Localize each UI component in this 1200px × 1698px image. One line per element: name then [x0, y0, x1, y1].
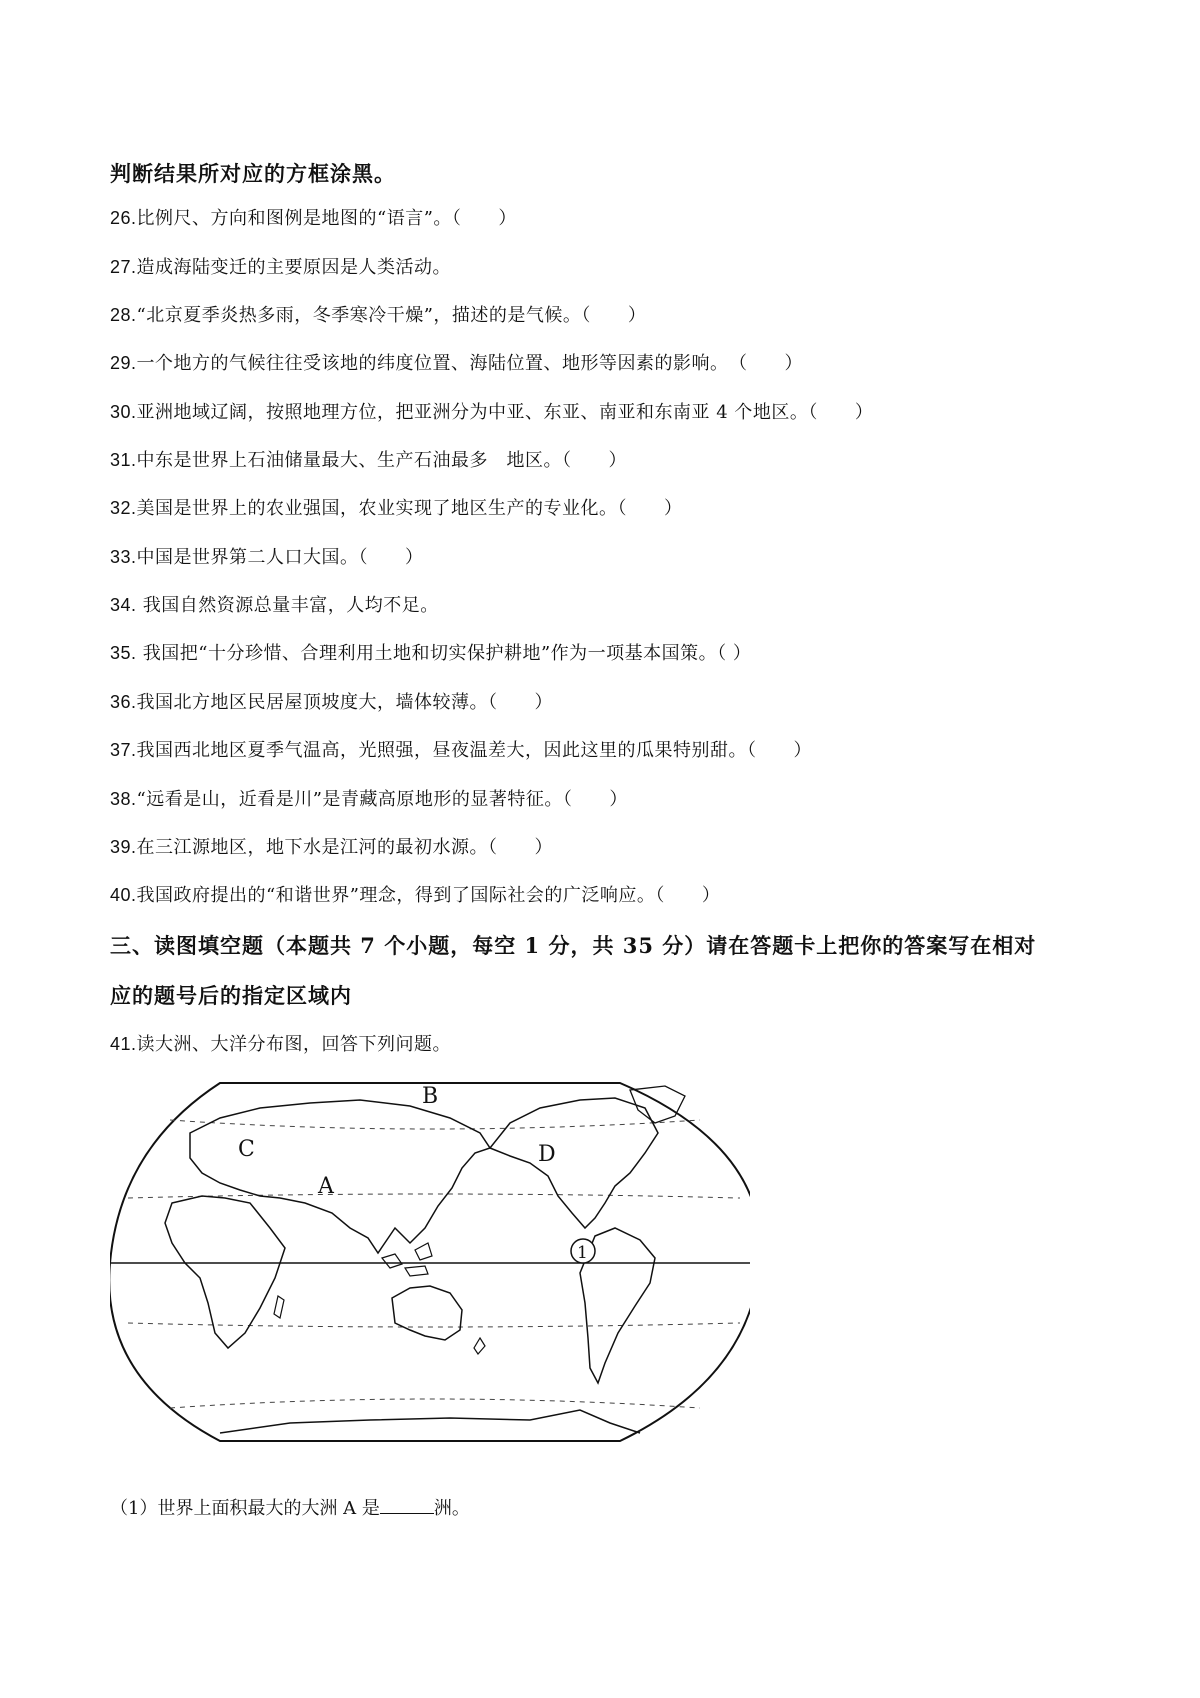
new-zealand-outline	[474, 1338, 485, 1354]
answer-blank	[380, 1497, 434, 1514]
map-marker-1: 1	[577, 1243, 588, 1263]
question-39: 39.在三江源地区，地下水是江河的最初水源。（ ）	[110, 837, 554, 858]
question-40: 40.我国政府提出的“和谐世界”理念，得到了国际社会的广泛响应。（ ）	[110, 885, 721, 906]
eurasia-outline	[190, 1100, 490, 1253]
question-29: 29.一个地方的气候往往受该地的纬度位置、海陆位置、地形等因素的影响。 （ ）	[110, 353, 804, 374]
question-36: 36.我国北方地区民居屋顶坡度大，墙体较薄。（ ）	[110, 692, 554, 713]
instruction-line: 判断结果所对应的方框涂黑。	[110, 161, 396, 186]
australia-outline	[392, 1286, 462, 1340]
question-34: 34. 我国自然资源总量丰富，人均不足。	[110, 595, 439, 616]
question-27: 27.造成海陆变迁的主要原因是人类活动。	[110, 257, 452, 278]
section-3-heading-line2: 应的题号后的指定区域内	[110, 983, 352, 1008]
map-label-a: A	[318, 1174, 334, 1199]
map-label-b: B	[422, 1084, 439, 1109]
map-label-c: C	[238, 1137, 255, 1162]
se-asia-islands	[382, 1243, 432, 1276]
question-26: 26.比例尺、方向和图例是地图的“语言”。（ ）	[110, 208, 517, 229]
antarctica-outline	[220, 1410, 640, 1433]
question-32: 32.美国是世界上的农业强国，农业实现了地区生产的专业化。（ ）	[110, 498, 683, 519]
polar-circle-line	[170, 1399, 700, 1408]
polar-circle-line	[170, 1120, 700, 1129]
map-label-d: D	[538, 1142, 556, 1167]
world-map-figure	[110, 1078, 750, 1448]
question-28: 28.“北京夏季炎热多雨，冬季寒冷干燥”，描述的是气候。（ ）	[110, 305, 647, 326]
world-map-svg	[110, 1078, 750, 1448]
madagascar-outline	[274, 1296, 284, 1318]
africa-outline	[165, 1196, 285, 1348]
north-america-outline	[490, 1098, 658, 1228]
tropic-line	[128, 1323, 740, 1327]
question-38: 38.“远看是山，近看是川”是青藏高原地形的显著特征。（ ）	[110, 789, 628, 810]
sub-question-1: （1）世界上面积最大的大洲 A 是 洲。	[110, 1498, 470, 1519]
question-33: 33.中国是世界第二人口大国。（ ）	[110, 547, 424, 568]
question-41: 41.读大洲、大洋分布图，回答下列问题。	[110, 1034, 452, 1055]
question-37: 37.我国西北地区夏季气温高，光照强，昼夜温差大，因此这里的瓜果特别甜。（ ）	[110, 740, 813, 761]
question-30: 30.亚洲地域辽阔，按照地理方位，把亚洲分为中亚、东亚、南亚和东南亚 4 个地区。（ ）	[110, 402, 874, 423]
question-31: 31.中东是世界上石油储量最大、生产石油最多 地区。（ ）	[110, 450, 628, 471]
section-3-heading-line1: 三、读图填空题（本题共 7 个小题，每空 1 分，共 35 分）请在答题卡上把你的答案写在相对	[110, 933, 1037, 958]
question-35: 35. 我国把“十分珍惜、合理利用土地和切实保护耕地”作为一项基本国策。（ ）	[110, 643, 752, 664]
